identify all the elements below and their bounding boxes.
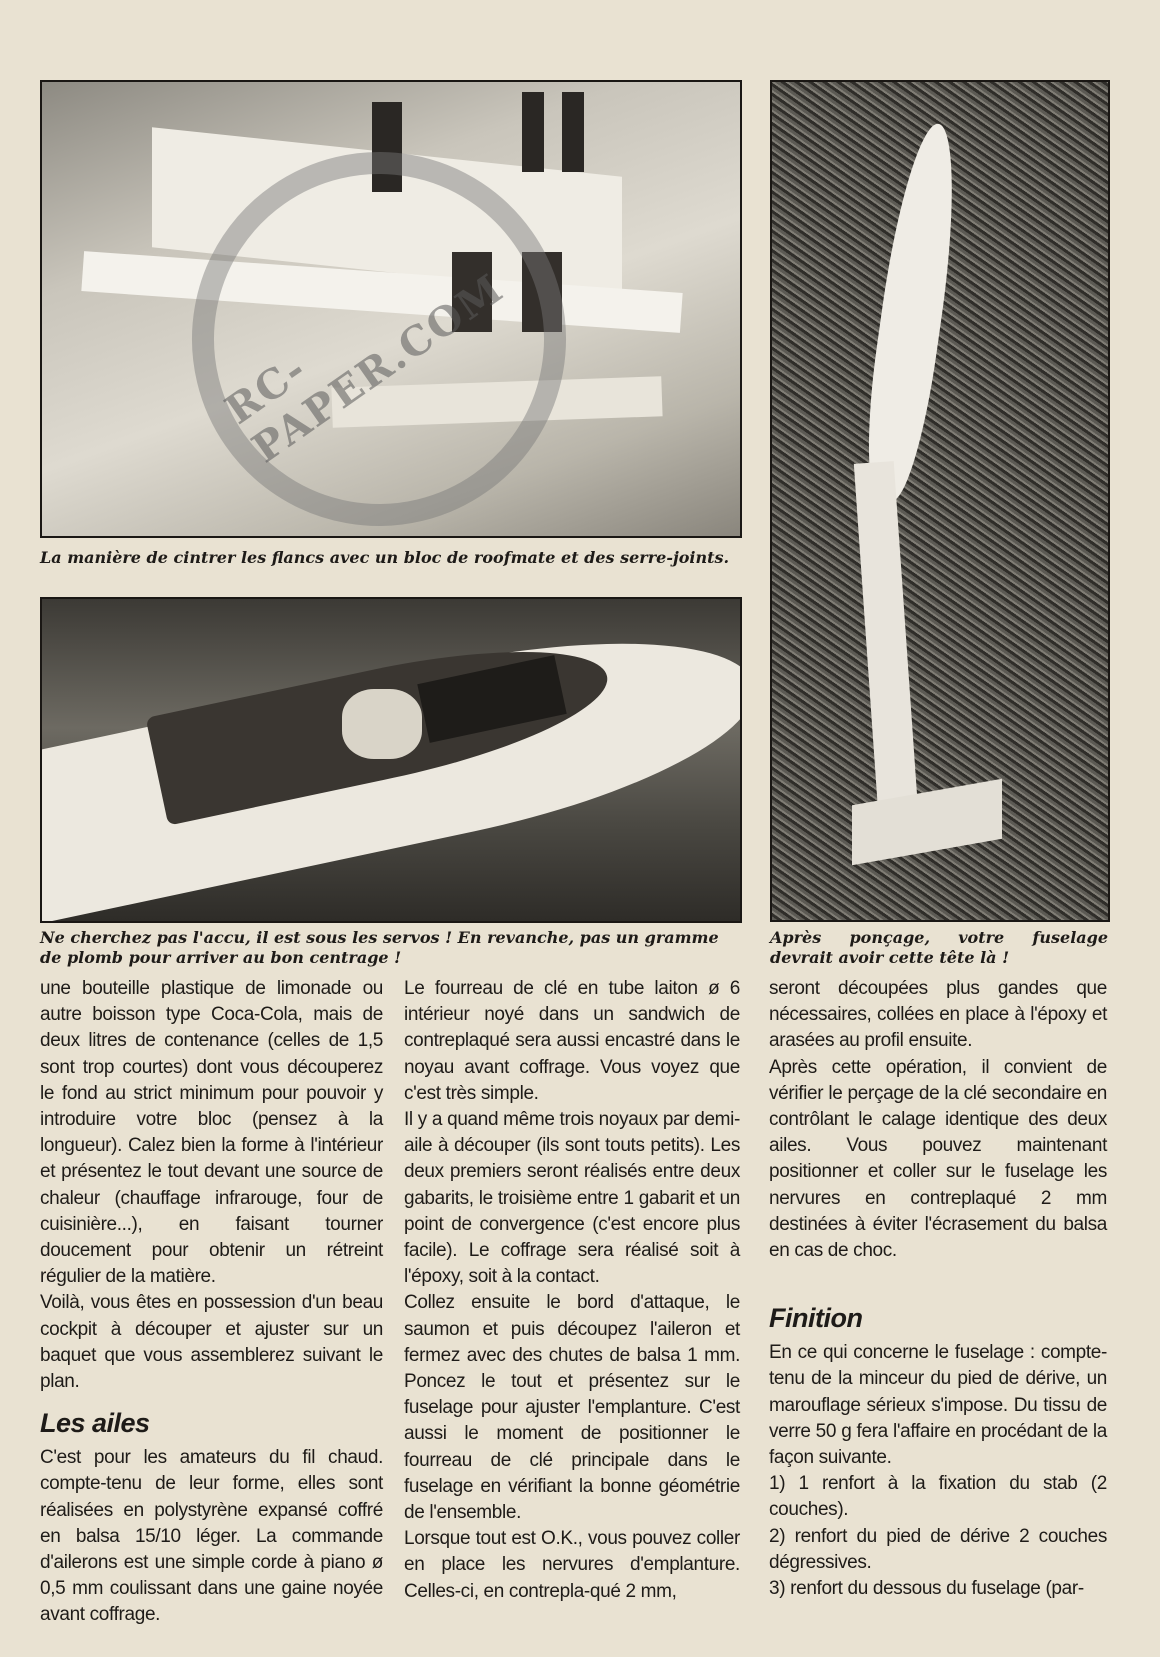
paragraph: C'est pour les amateurs du fil chaud. compte-tenu de leur forme, elles sont réalisées en polystyrène expansé coffré en balsa 15/10 léger. La commande d'ailerons est une simple corde à piano ø 0,5 mm coulissant dans une gaine noyée avant coffrage. xyxy=(40,1447,383,1626)
photo-fuselage-clamps xyxy=(40,80,742,538)
text-column-3 xyxy=(769,976,1107,1602)
watermark-text: RC-PAPER.COM xyxy=(216,264,513,473)
paragraph: seront découpées plus gandes que nécessaires, collées en place à l'époxy et arasées au profil ensuite. xyxy=(769,978,1107,1052)
clamp xyxy=(522,92,544,172)
paragraph: Le fourreau de clé en tube laiton ø 6 intérieur noyé dans un sandwich de contreplaqué sera aussi encastré dans le noyau avant coffrage. Vous voyez que c'est très simple. xyxy=(404,978,740,1104)
photo-caption: Après ponçage, votre fuselage devrait avoir cette tête là ! xyxy=(770,928,1108,967)
fuselage-nose xyxy=(856,120,968,505)
photo-finished-fuselage xyxy=(770,80,1110,922)
paragraph: une bouteille plastique de limonade ou autre boisson type Coca-Cola, mais de deux litres de contenance (celles de 1,5 sont trop courtes) dont vous découperez le fond au strict minimum pour pouvoir y introduire votre bloc (pensez à la longueur). Calez bien la forme à l'intérieur et présentez le tout devant une source de chaleur (chauffage infrarouge, four de cuisinière...), en faisant tourner doucement pour obtenir un rétreint régulier de la matière. xyxy=(40,978,383,1288)
clamp xyxy=(562,92,584,172)
paragraph: Voilà, vous êtes en possession d'un beau cockpit à découper et ajuster sur un baquet que vous assemblerez suivant le plan. xyxy=(40,1292,383,1393)
section-heading: Les ailes xyxy=(40,1408,150,1439)
fuselage-boom xyxy=(854,461,920,843)
text-column-1 xyxy=(40,976,383,1629)
photo-caption: Ne cherchez pas l'accu, il est sous les servos ! En revanche, pas un gramme de plomb pour arriver au bon centrage ! xyxy=(40,928,719,967)
foam-pad xyxy=(342,689,422,759)
paragraph: Collez ensuite le bord d'attaque, le saumon et puis découpez l'aileron et fermez avec des chutes de balsa 1 mm. Poncez le tout et présentez sur le fuselage pour ajuster l'emplanture. C'est aussi le moment de positionner le fourreau de clé principale dans le fuselage en vérifiant la bonne géométrie de l'ensemble. xyxy=(404,1292,740,1524)
list-item: 3) renfort du dessous du fuselage (par- xyxy=(769,1578,1084,1600)
fin-root xyxy=(852,779,1002,865)
text-column-2 xyxy=(404,976,740,1605)
list-item: 2) renfort du pied de dérive 2 couches dégressives. xyxy=(769,1525,1107,1573)
list-item: 1) 1 renfort à la fixation du stab (2 couches). xyxy=(769,1473,1107,1521)
paragraph: Après cette opération, il convient de vérifier le perçage de la clé secondaire en contrôlant le calage identique des deux ailes. Vous pouvez maintenant positionner et coller sur le fuselage les nervures en contreplaqué 2 mm destinées à éviter l'écrasement du balsa en cas de choc. xyxy=(769,1056,1107,1262)
section-heading: Finition xyxy=(769,1303,863,1334)
paragraph: Lorsque tout est O.K., vous pouvez coller en place les nervures d'emplanture. Celles-ci, en contrepla-qué 2 mm, xyxy=(404,1528,740,1602)
photo-cockpit-servos xyxy=(40,597,742,923)
paragraph: Il y a quand même trois noyaux par demi-aile à découper (ils sont touts petits). Les deux premiers seront réalisés entre deux gabarits, le troisième entre 1 gabarit et un point de convergence (c'est encore plus facile). Le coffrage sera réalisé soit à l'époxy, soit à la contact. xyxy=(404,1109,740,1288)
photo-caption: La manière de cintrer les flancs avec un bloc de roofmate et des serre-joints. xyxy=(40,548,730,567)
paragraph: En ce qui concerne le fuselage : compte-tenu de la minceur du pied de dérive, un marouflage sérieux s'impose. Du tissu de verre 50 g fera l'affaire en procédant de la façon suivante. xyxy=(769,1342,1107,1469)
